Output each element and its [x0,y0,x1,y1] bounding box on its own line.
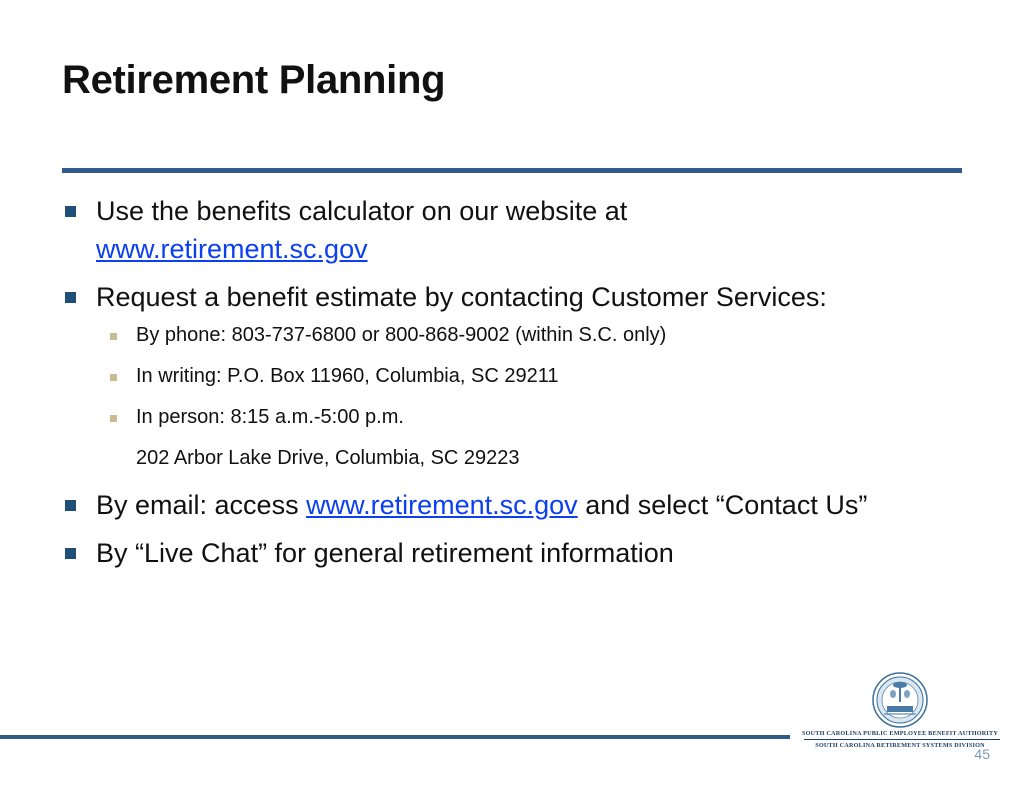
state-seal-icon [872,672,928,728]
bullet-text: Use the benefits calculator on our website at [96,196,628,226]
logo-divider [804,739,1000,740]
sub-bullet-square-icon [110,333,117,340]
sub-bullet-phone [62,322,952,349]
sub-bullet-square-icon [110,374,117,381]
sub-bullet-list [62,322,952,472]
website-link[interactable]: www.retirement.sc.gov [96,234,368,264]
bullet-text-after: and select “Contact Us” [585,490,868,520]
bullet-square-icon [65,292,76,303]
peba-logo [796,672,1004,752]
bullet-benefits-calculator [62,192,952,268]
sub-bullet-text: By phone: 803-737-6800 or 800-868-9002 (within S.C. only) [136,324,667,346]
bullet-live-chat [62,534,952,572]
bullet-list [62,192,952,582]
bullet-benefit-estimate [62,278,952,316]
page-number: 45 [974,746,990,762]
footer-divider [0,735,790,739]
website-link[interactable]: www.retirement.sc.gov [306,490,578,520]
bullet-square-icon [65,548,76,559]
sub-bullet-writing [62,363,952,390]
sub-bullet-square-icon [110,415,117,422]
title-divider [62,168,962,173]
bullet-email [62,486,952,524]
sub-bullet-in-person [62,404,952,472]
sub-bullet-address: 202 Arbor Lake Drive, Columbia, SC 29223 [136,447,520,469]
bullet-text: Request a benefit estimate by contacting Customer Services: [96,282,827,312]
sub-bullet-text: In writing: P.O. Box 11960, Columbia, SC 29211 [136,365,559,387]
agency-name: SOUTH CAROLINA PUBLIC EMPLOYEE BENEFIT AUTHORITY [801,730,998,737]
bullet-text: By “Live Chat” for general retirement information [96,538,674,568]
bullet-square-icon [65,500,76,511]
sub-bullet-text: In person: 8:15 a.m.-5:00 p.m. [136,406,404,428]
slide-title: Retirement Planning [62,58,446,102]
bullet-text-before: By email: access [96,490,299,520]
division-name: SOUTH CAROLINA RETIREMENT SYSTEMS DIVISION [815,742,985,749]
bullet-square-icon [65,206,76,217]
